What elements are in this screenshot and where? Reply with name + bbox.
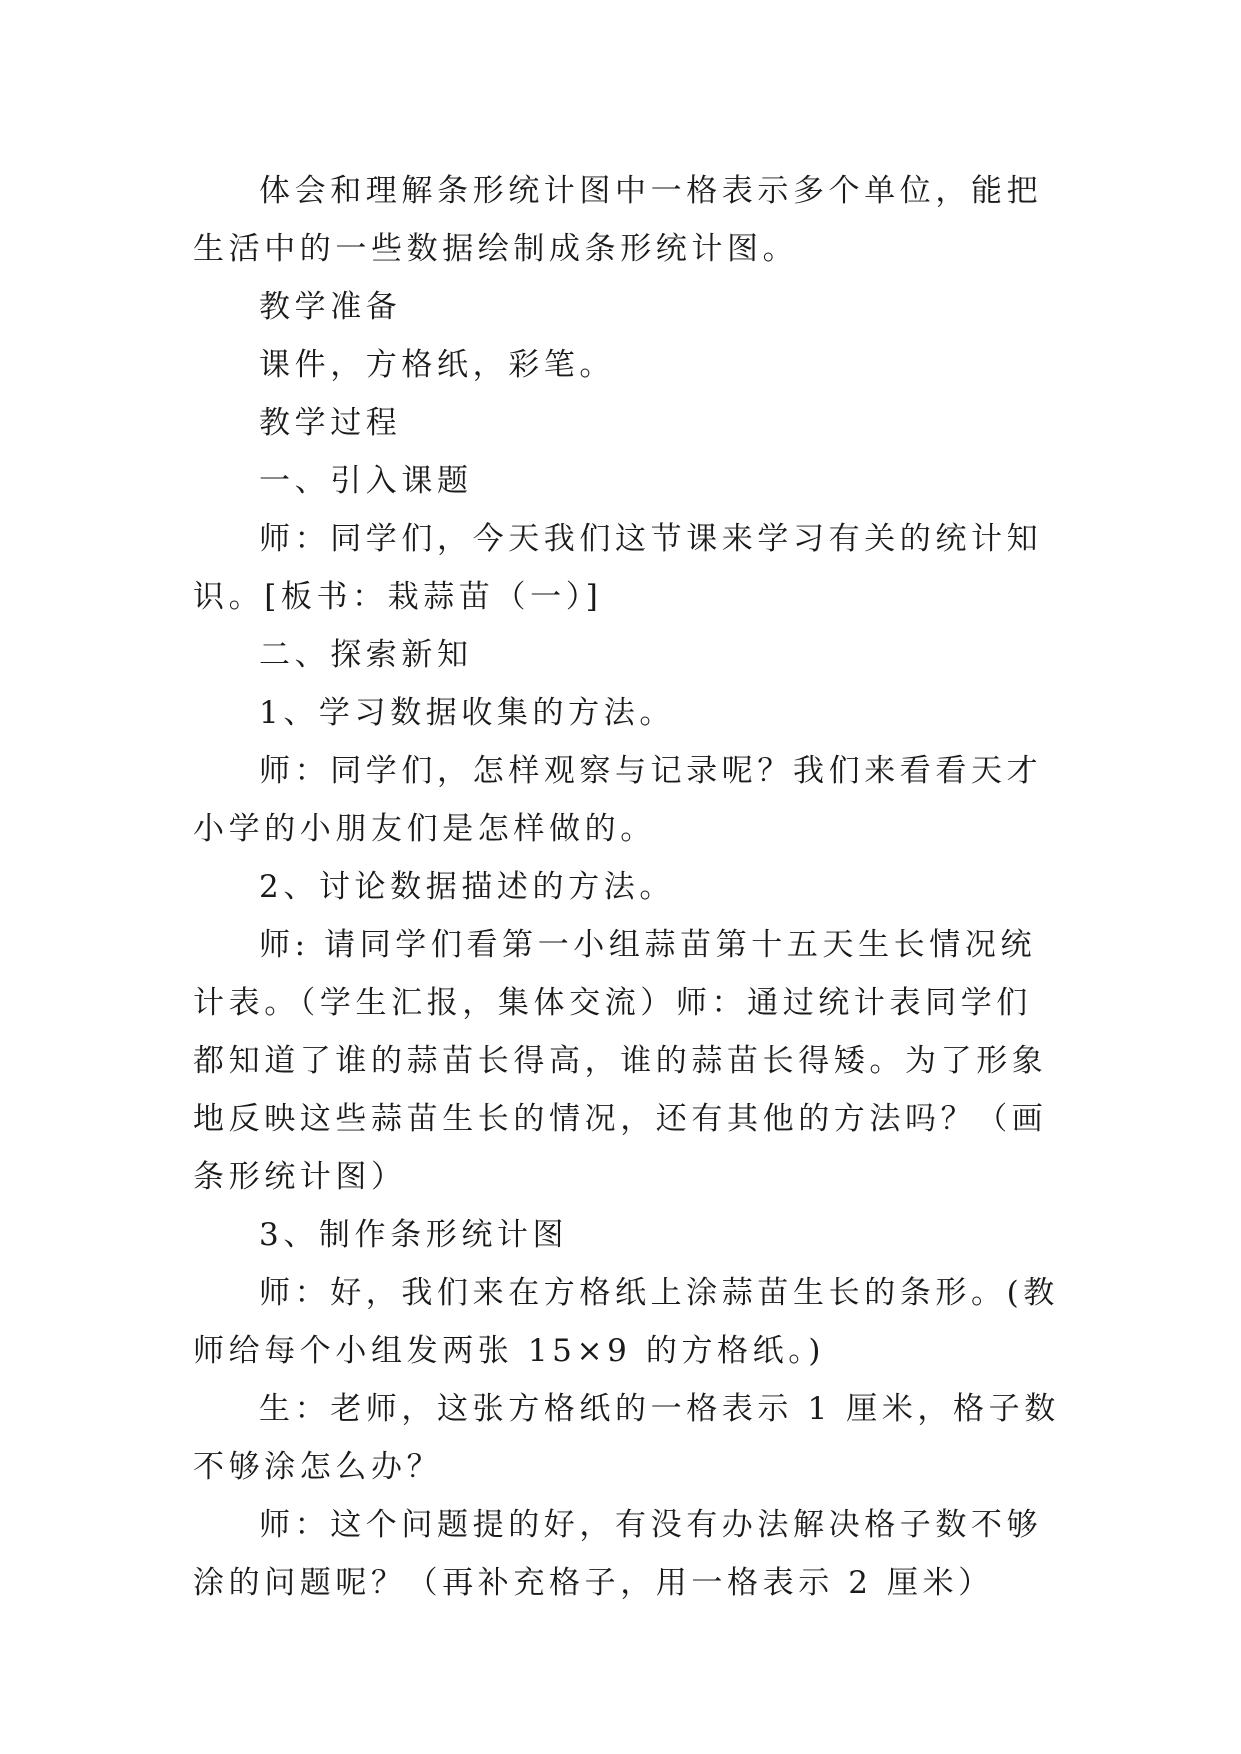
paragraph-teacher-grid-paper: 师：好，我们来在方格纸上涂蒜苗生长的条形。(教师给每个小组发两张 15×9 的方格纸。) xyxy=(193,1275,1059,1369)
paragraph-teacher-intro: 师：同学们，今天我们这节课来学习有关的统计知识。[板书：栽蒜苗（一）] xyxy=(193,521,1043,615)
paragraph-teacher-answer: 师：这个问题提的好，有没有办法解决格子数不够涂的问题呢？（再补充格子，用一格表示 2 厘米） xyxy=(193,1507,1043,1601)
paragraph-objective: 体会和理解条形统计图中一格表示多个单位，能把生活中的一些数据绘制成条形统计图。 xyxy=(193,173,1043,267)
heading-teaching-process: 教学过程 xyxy=(259,405,402,441)
heading-teaching-preparation: 教学准备 xyxy=(259,289,402,325)
paragraph-student-question: 生：老师，这张方格纸的一格表示 1 厘米，格子数不够涂怎么办？ xyxy=(193,1391,1060,1485)
heading-data-description: 2、讨论数据描述的方法。 xyxy=(259,869,675,905)
paragraph-teacher-observe: 师：同学们，怎样观察与记录呢？我们来看看天才小学的小朋友们是怎样做的。 xyxy=(193,753,1043,847)
heading-explore-new-knowledge: 二、探索新知 xyxy=(259,637,473,673)
paragraph-materials: 课件，方格纸，彩笔。 xyxy=(259,347,615,383)
paragraph-teacher-table: 师: 请同学们看第一小组蒜苗第十五天生长情况统计表。（学生汇报，集体交流）师：通过统计表同学们都知道了谁的蒜苗长得高，谁的蒜苗长得矮。为了形象地反映这些蒜苗生长的情况，还有其他的方法吗？（画条形统计图） xyxy=(193,927,1048,1195)
heading-make-bar-chart: 3、制作条形统计图 xyxy=(259,1217,569,1253)
document-body xyxy=(193,162,1063,1612)
heading-data-collection: 1、学习数据收集的方法。 xyxy=(259,695,675,731)
heading-introduce-topic: 一、引入课题 xyxy=(259,463,473,499)
